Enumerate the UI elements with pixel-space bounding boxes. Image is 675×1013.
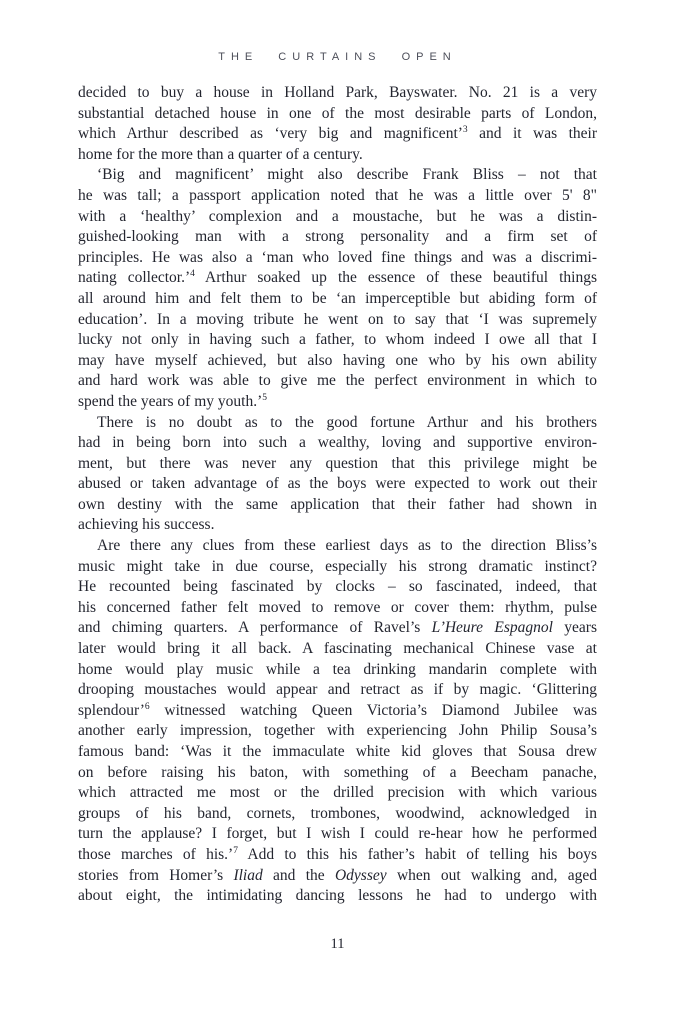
text-line	[78, 392, 597, 413]
text-line	[78, 557, 597, 578]
body-text-segment: on before raising his baton, with something of a Beecham panache,	[78, 763, 597, 781]
body-text-segment: witnessed watching Queen Victoria’s Diamond Jubilee was	[149, 701, 597, 719]
paragraph	[78, 165, 597, 412]
text-line	[78, 268, 597, 289]
body-text-segment: guished-looking man with a strong personality and a firm set of	[78, 228, 597, 246]
body-text-segment: groups of his band, cornets, trombones, woodwind, acknowledged in	[78, 804, 597, 822]
body-text-segment: famous band: ‘Was it the immaculate white kid gloves that Sousa drew	[78, 743, 597, 760]
italic-text: Odyssey	[334, 866, 387, 884]
text-line	[78, 310, 597, 331]
text-line	[78, 124, 597, 145]
body-text-segment: stories from Homer’s	[78, 866, 234, 884]
text-line	[78, 207, 597, 228]
body-text-segment: may have myself achieved, but also having one who by his own ability	[78, 351, 597, 369]
paragraph	[78, 83, 597, 165]
body-text-segment: and the	[262, 866, 335, 884]
body-text-segment: and it was their	[467, 125, 597, 143]
body-text-segment: abused or taken advantage of as the boys were expected to work out their	[78, 475, 597, 493]
paragraph	[78, 413, 597, 537]
paragraph	[78, 536, 597, 907]
italic-text: L’Heure Espagnol	[431, 619, 553, 637]
body-text-segment: He recounted being fascinated by clocks – so fascinated, indeed, that	[78, 578, 597, 596]
body-text-segment: principles. He was also a ‘man who loved fine things and was a discrimi-	[78, 248, 597, 266]
body-text-segment: had in being born into such a wealthy, loving and supportive environ-	[78, 434, 597, 452]
body-text-segment: those marches of his.’	[78, 845, 234, 863]
body-text-segment: another early impression, together with experiencing John Philip Sousa’s	[78, 722, 597, 740]
body-text-segment: drooping moustaches would appear and retract as if by magic. ‘Glittering	[78, 681, 597, 699]
body-text-segment: music might take in due course, especially his strong dramatic instinct?	[78, 557, 597, 575]
footnote-marker: 5	[262, 392, 267, 403]
body-text-segment: own destiny with the same application that their father had shown in	[78, 495, 597, 513]
body-text-segment: education’. In a moving tribute he went on to say that ‘I was supremely	[78, 310, 597, 328]
body-text-segment: turn the applause? I forget, but I wish I could re-hear how he performed	[78, 825, 597, 843]
text-line	[78, 289, 597, 310]
footnote-marker: 6	[144, 701, 150, 712]
text-line	[78, 701, 597, 722]
text-line	[78, 824, 597, 845]
text-line	[78, 227, 597, 248]
text-line	[78, 845, 597, 866]
text-line	[78, 330, 597, 351]
text-line	[78, 351, 597, 372]
body-text-segment: nating collector.’	[78, 269, 191, 287]
body-text-segment: later would bring it all back. A fascinating mechanical Chinese vase at	[78, 640, 597, 658]
text-line	[78, 433, 597, 454]
text-line	[78, 742, 597, 763]
text-line	[78, 618, 597, 639]
text-line	[78, 536, 597, 557]
body-text-segment: There is no doubt as to the good fortune Arthur and his brothers	[97, 413, 597, 431]
body-text-segment: with a ‘healthy’ complexion and a moustache, but he was a distin-	[78, 207, 597, 225]
text-line	[78, 515, 597, 536]
text-line	[78, 474, 597, 495]
body-text-segment: about eight, the intimidating dancing lessons he had to undergo with	[78, 887, 597, 905]
text-line	[78, 104, 597, 125]
body-text-segment: lucky not only in having such a father, to whom indeed I owe all that I	[78, 331, 597, 349]
body-text-segment: Add to this his father’s habit of telling his boys	[237, 845, 597, 863]
body-text-segment: and chiming quarters. A performance of Ravel’s	[78, 619, 432, 637]
text-line	[78, 577, 597, 598]
text-line	[78, 866, 597, 887]
body-text-segment: home would play music while a tea drinking mandarin complete with	[78, 660, 597, 678]
body-text-segment: which Arthur described as ‘very big and magnificent’	[78, 125, 463, 143]
footnote-marker: 3	[462, 125, 468, 136]
body-text-segment: all around him and felt them to be ‘an imperceptible but abiding form of	[78, 289, 597, 307]
text-line	[78, 721, 597, 742]
body-text-segment: when out walking and, aged	[386, 866, 597, 884]
body-text-segment: he was tall; a passport application noted that he was a little over 5' 8"	[78, 186, 597, 204]
page-body	[78, 83, 597, 907]
text-line	[78, 660, 597, 681]
body-text-segment: spend the years of my youth.’	[78, 392, 263, 410]
page-number: 11	[330, 936, 345, 952]
text-line	[78, 804, 597, 825]
body-text-segment: his concerned father felt moved to remove or cover them: rhythm, pulse	[78, 598, 597, 616]
text-line	[78, 886, 597, 907]
footnote-marker: 4	[190, 269, 195, 280]
text-line	[78, 639, 597, 660]
italic-text: Iliad	[233, 866, 263, 884]
text-line	[78, 371, 597, 392]
text-line	[78, 248, 597, 269]
body-text-segment: ment, but there was never any question that this privilege might be	[78, 454, 597, 472]
body-text-segment: which attracted me most or the drilled precision with which various	[78, 784, 597, 802]
body-text-segment: achieving his success.	[78, 516, 215, 534]
body-text-segment: splendour’	[78, 701, 145, 719]
body-text-segment: Arthur soaked up the essence of these beautiful things	[194, 269, 597, 287]
body-text-segment: home for the more than a quarter of a century.	[78, 145, 363, 163]
text-line	[78, 783, 597, 804]
body-text-segment: and hard work was able to give me the perfect environment in which to	[78, 372, 597, 390]
text-line	[78, 145, 597, 166]
text-line	[78, 186, 597, 207]
text-line	[78, 413, 597, 434]
body-text-segment: decided to buy a house in Holland Park, Bayswater. No. 21 is a very	[78, 84, 597, 101]
text-line	[78, 454, 597, 475]
body-text-segment: years	[552, 619, 597, 637]
running-head: THE CURTAINS OPEN	[218, 51, 457, 63]
text-line	[78, 165, 597, 186]
text-line	[78, 495, 597, 516]
text-line	[78, 598, 597, 619]
text-line	[78, 763, 597, 784]
text-line	[78, 83, 597, 104]
body-text-segment: substantial detached house in one of the most desirable parts of London,	[78, 104, 597, 122]
text-line	[78, 680, 597, 701]
footnote-marker: 7	[233, 845, 238, 856]
body-text-segment: ‘Big and magnificent’ might also describe Frank Bliss – not that	[97, 166, 597, 184]
body-text-segment: Are there any clues from these earliest days as to the direction Bliss’s	[97, 537, 597, 555]
